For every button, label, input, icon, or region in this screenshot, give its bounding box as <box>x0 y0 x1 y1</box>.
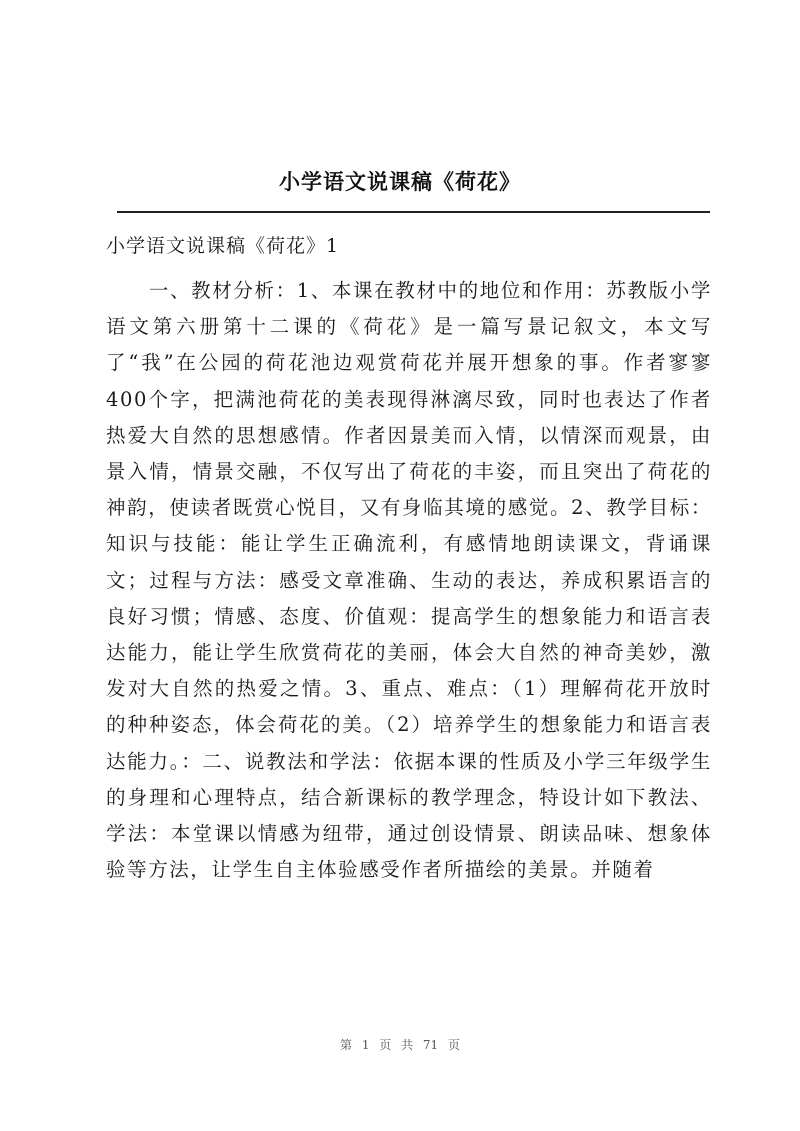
document-title: 小学语文说课稿《荷花》 <box>279 169 521 194</box>
section-heading: 小学语文说课稿《荷花》1 <box>106 235 340 257</box>
page-number-footer: 第 1 页 共 71 页 <box>340 1038 460 1052</box>
body-paragraph: 一、教材分析：1、本课在教材中的地位和作用：苏教版小学语文第六册第十二课的《荷花》是一篇写景记叙文，本文写了“我”在公园的荷花池边观赏荷花并展开想象的事。作者寥寥400个字，把满池荷花的美表现得淋漓尽致，同时也表达了作者热爱大自然的思想感情。作者因景美而入情，以情深而观景，由景入情，情景交融，不仅写出了荷花的丰姿，而且突出了荷花的神韵，使读者既赏心悦目，又有身临其境的感觉。2、教学目标：知识与技能：能让学生正确流利，有感情地朗读课文，背诵课文；过程与方法：感受文章准确、生动的表达，养成积累语言的良好习惯；情感、态度、价值观：提高学生的想象能力和语言表达能力，能让学生欣赏荷花的美丽，体会大自然的神奇美妙，激发对大自然的热爱之情。3、重点、难点：（1）理解荷花开放时的种种姿态，体会荷花的美。（2）培养学生的想象能力和语言表达能力。：二、说教法和学法：依据本课的性质及小学三年级学生的身理和心理特点，结合新课标的教学理念，特设计如下教法、学法：本堂课以情感为纽带，通过创设情景、朗读品味、想象体验等方法，让学生自主体验感受作者所描绘的美景。并随着 <box>106 279 712 882</box>
title-divider <box>117 211 710 213</box>
